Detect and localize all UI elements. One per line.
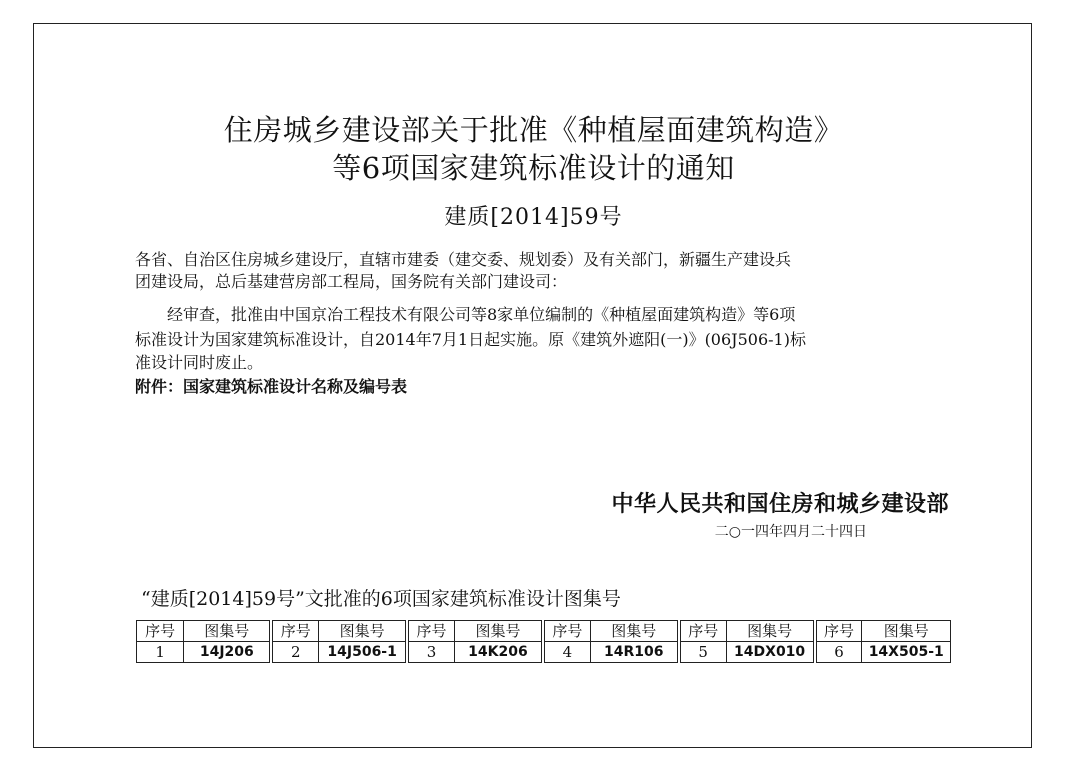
header-code: 图集号 <box>726 621 815 642</box>
header-seq: 序号 <box>271 621 318 642</box>
addressee-line-2: 团建设局，总后基建营房部工程局，国务院有关部门建设司： <box>135 272 568 291</box>
table-title: “建质[2014]59号”文批准的6项国家建筑标准设计图集号 <box>141 588 621 610</box>
code-cell: 14J506-1 <box>319 642 408 663</box>
header-code: 图集号 <box>454 621 543 642</box>
notice-title-line1: 住房城乡建设部关于批准《种植屋面建筑构造》 <box>223 113 844 147</box>
header-seq: 序号 <box>137 621 184 642</box>
table-row <box>137 642 951 663</box>
header-seq: 序号 <box>543 621 590 642</box>
seq-cell: 5 <box>679 642 726 663</box>
header-seq: 序号 <box>407 621 454 642</box>
header-seq: 序号 <box>815 621 862 642</box>
addressee-line-1: 各省、自治区住房城乡建设厅，直辖市建委（建交委、规划委）及有关部门，新疆生产建设兵 <box>135 250 792 269</box>
seq-cell: 4 <box>543 642 590 663</box>
document-number: 建质[2014]59号 <box>444 205 623 230</box>
header-code: 图集号 <box>862 621 951 642</box>
body-line-2: 标准设计为国家建筑标准设计，自2014年7月1日起实施。原《建筑外遮阳(一)》(06J506-1)标 <box>135 330 806 349</box>
code-cell: 14X505-1 <box>862 642 951 663</box>
seq-cell: 1 <box>137 642 184 663</box>
atlas-number-table <box>136 620 951 663</box>
seq-cell: 6 <box>815 642 862 663</box>
seq-cell: 3 <box>407 642 454 663</box>
body-line-1: 经审查，批准由中国京冶工程技术有限公司等8家单位编制的《种植屋面建筑构造》等6项 <box>167 305 796 324</box>
code-cell: 14R106 <box>590 642 679 663</box>
table-header-row <box>137 621 951 642</box>
issuing-authority: 中华人民共和国住房和城乡建设部 <box>611 492 949 517</box>
attachment-line: 附件：国家建筑标准设计名称及编号表 <box>135 377 408 396</box>
seq-cell: 2 <box>271 642 318 663</box>
header-seq: 序号 <box>679 621 726 642</box>
code-cell: 14J206 <box>184 642 271 663</box>
header-code: 图集号 <box>319 621 408 642</box>
header-code: 图集号 <box>184 621 271 642</box>
code-cell: 14DX010 <box>726 642 815 663</box>
code-cell: 14K206 <box>454 642 543 663</box>
notice-title-line2: 等6项国家建筑标准设计的通知 <box>332 151 735 185</box>
header-code: 图集号 <box>590 621 679 642</box>
body-line-3: 准设计同时废止。 <box>135 353 264 372</box>
issue-date: 二○一四年四月二十四日 <box>714 524 867 540</box>
